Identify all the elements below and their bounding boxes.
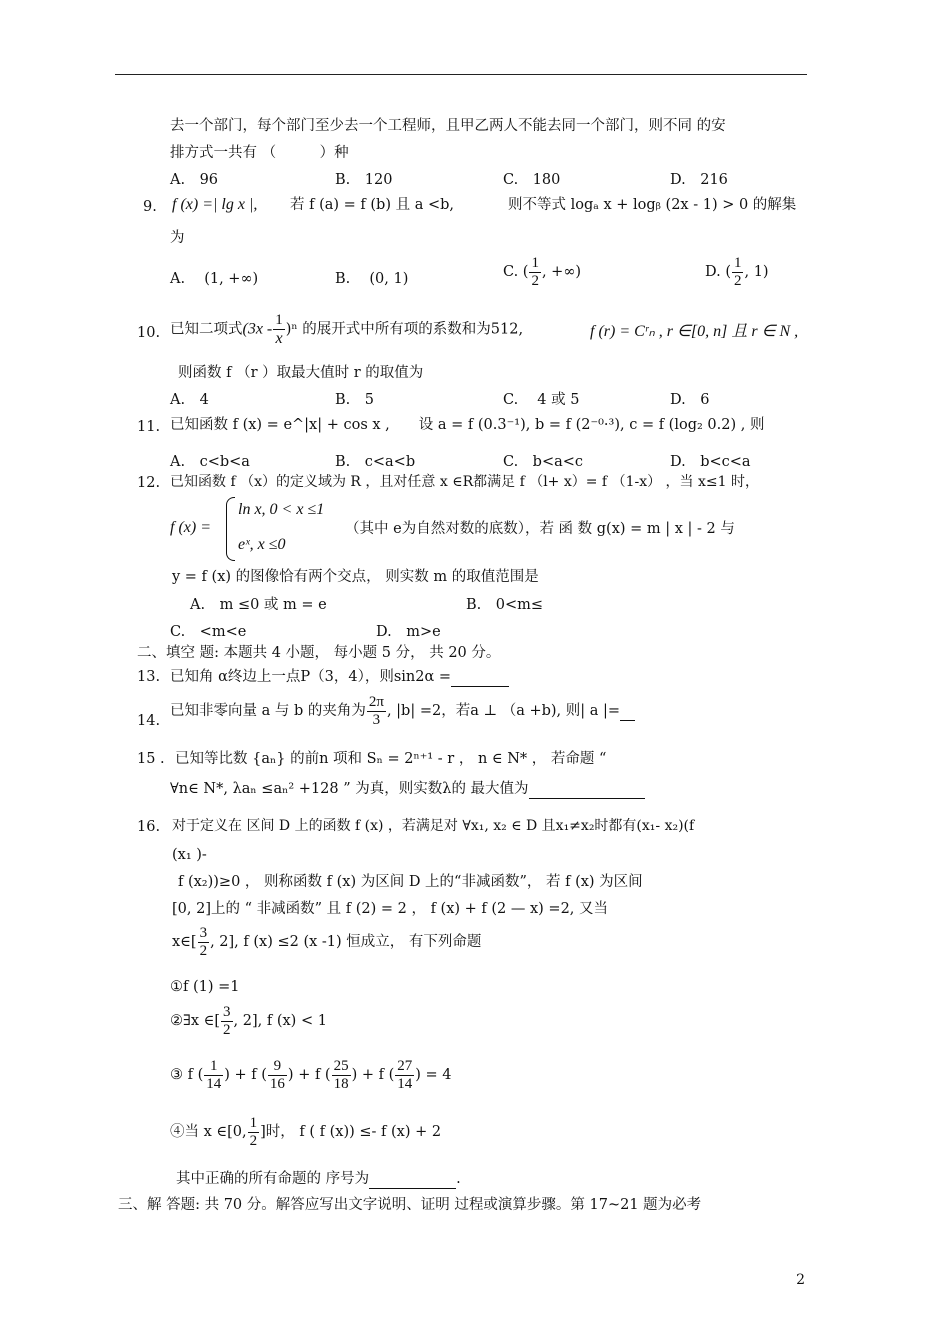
q10-frac-num: 1 — [275, 312, 283, 328]
q16-item4-pre: ④当 x ∈[0, — [170, 1124, 247, 1140]
q15-blank — [529, 780, 645, 799]
q16-item2-num: 3 — [223, 1004, 231, 1020]
q11-number: 11. — [137, 419, 161, 435]
q9-option-c-den: 2 — [531, 272, 539, 289]
q9-option-b: B. (0, 1) — [335, 271, 409, 287]
q9-cont: 为 — [170, 230, 185, 246]
q9-expr: f (x) =| lg x |, — [172, 196, 258, 213]
q14-number: 14. — [137, 713, 161, 729]
q13-number: 13. — [137, 669, 161, 685]
q11-text: 已知函数 f (x) = e^|x| + cos x , 设 a = f (0.3⁻¹), b = f (2⁻⁰·³), c = f (log₂ 0.2) , 则 — [170, 417, 765, 433]
q12-f-label: f (x) = — [170, 519, 211, 536]
q16-item1: ①f (1) =1 — [170, 979, 240, 995]
q9-option-d — [705, 255, 769, 289]
q16-item3-frac1-num: 1 — [204, 1058, 223, 1076]
q9-option-d-fraction — [732, 255, 744, 289]
q10-expr-post: )ⁿ 的展开式中所有项的系数和为512, — [285, 321, 524, 338]
q8-option-d: D. 216 — [670, 172, 728, 188]
q16-line5-den: 2 — [199, 942, 208, 959]
q8-line1: 去一个部门，每个部门至少去一个工程师，且甲乙两人不能去同一个部门，则不同 的安 — [170, 118, 726, 134]
q16-line3: f (x₂))≥0 ， 则称函数 f (x) 为区间 D 上的“非减函数”， 若 f (x) 为区间 — [178, 874, 643, 890]
q12-line3: y = f (x) 的图像恰有两个交点， 则实数 m 的取值范围是 — [172, 569, 539, 585]
q11-option-c: C. b<a<c — [503, 454, 584, 470]
q16-item3-part: ) + f ( — [351, 1067, 395, 1083]
q9-condition: 若 f (a) = f (b) 且 a <b, — [290, 197, 454, 213]
q16-item2 — [170, 1004, 327, 1038]
q12-option-c: C. <m<e — [170, 624, 247, 640]
q9-option-c-num: 1 — [531, 255, 539, 271]
q16-item2-pre: ②∃x ∈[ — [170, 1013, 221, 1029]
q14-frac-den: 3 — [372, 711, 381, 728]
q8-option-c: C. 180 — [503, 172, 561, 188]
q16-item3-part: ) + f ( — [224, 1067, 267, 1083]
q11-option-d: D. b<c<a — [670, 454, 751, 470]
q16-line5 — [172, 925, 481, 959]
q16-item3-frac4-den: 14 — [397, 1075, 413, 1092]
q16-item4-den: 2 — [249, 1132, 258, 1149]
q16-item4-num: 1 — [249, 1115, 258, 1131]
header-rule — [115, 74, 807, 75]
q13-text: 已知角 α终边上一点P（3，4），则sin2α = — [170, 669, 452, 685]
q15-number: 15 . — [137, 751, 165, 767]
q16-item3-frac3-num: 25 — [333, 1058, 349, 1074]
q10-option-a: A. 4 — [170, 392, 209, 408]
q16-item2-fraction — [221, 1004, 233, 1038]
q16-item3-part: ) + f ( — [287, 1067, 331, 1083]
q14-post: , |b| =2，若a ⊥ （a +b), 则| a |= — [386, 703, 621, 719]
q9-option-c — [503, 255, 581, 289]
q12-brace — [226, 497, 235, 561]
q14-frac-num: 2π — [368, 694, 384, 710]
q12-option-d: D. m>e — [376, 624, 441, 640]
q10-option-b: B. 5 — [335, 392, 374, 408]
q14-fraction — [367, 694, 386, 728]
q10-expr-pre: (3x - — [242, 320, 273, 338]
q12-case1: ln x, 0 < x ≤1 — [238, 501, 325, 518]
q15-line2-wrap — [170, 780, 645, 799]
q16-item3-frac4-num: 27 — [397, 1058, 413, 1074]
q16-line2: (x₁ )- — [172, 847, 207, 863]
q9-option-d-num: 1 — [733, 255, 742, 271]
q16-item3-frac1-den: 14 — [206, 1075, 222, 1092]
q10-pre: 已知二项式 — [170, 321, 243, 338]
q12-middle: （其中 e为自然对数的底数），若 函 数 g(x) = m | x | - 2 与 — [345, 521, 735, 537]
q9-option-c-post: , +∞) — [541, 264, 582, 280]
q10-line2: 则函数 f （r ）取最大值时 r 的取值为 — [178, 365, 424, 381]
q10-line1 — [170, 312, 523, 347]
q8-option-a: A. 96 — [170, 172, 219, 188]
q10-fraction — [273, 312, 285, 347]
q8-option-b: B. 120 — [335, 172, 393, 188]
q12-option-a: A. m ≤0 或 m = e — [190, 597, 327, 613]
q9-option-c-fraction — [529, 255, 541, 289]
q9-option-d-pre: D. ( — [705, 264, 731, 280]
q16-item3-part: ③ f ( — [170, 1067, 204, 1083]
section3-heading: 三、解 答题: 共 70 分。解答应写出文字说明、证明 过程或演算步骤。第 17~21 题为必考 — [118, 1197, 702, 1213]
q9-option-c-pre: C. ( — [503, 264, 529, 280]
q16-item3-frac2-num: 9 — [268, 1058, 287, 1076]
q13-line — [170, 668, 509, 687]
q10-option-c: C. 4 或 5 — [503, 392, 580, 408]
q15-line1: 已知等比数 {aₙ} 的前n 项和 Sₙ = 2ⁿ⁺¹ - r ， n ∈ N* ， 若命题 “ — [175, 751, 607, 767]
q12-line1: 已知函数 f （x）的定义域为 R ，且对任意 x ∈R都满足 f （l+ x）= f （1-x） ，当 x≤1 时， — [170, 474, 759, 490]
q16-item4 — [170, 1115, 441, 1149]
q16-line5-pre: x∈[ — [172, 934, 197, 950]
q16-item2-post: , 2], f (x) < 1 — [233, 1013, 327, 1029]
q16-item4-post: ]时， f ( f (x)) ≤- f (x) + 2 — [260, 1124, 442, 1140]
q8-line2: 排方式一共有 （ ）种 — [170, 145, 349, 161]
q12-number: 12. — [137, 475, 161, 491]
q16-number: 16. — [137, 819, 161, 835]
q16-item3-frac4 — [395, 1058, 414, 1092]
q9-inequality: 则不等式 logₐ x + logᵦ (2x - 1) > 0 的解集 — [508, 197, 797, 213]
q13-blank — [451, 668, 509, 687]
q16-item3-frac2 — [268, 1058, 287, 1092]
q11-option-a: A. c<b<a — [170, 454, 250, 470]
q11-option-b: B. c<a<b — [335, 454, 416, 470]
q16-line5-post: , 2], f (x) ≤2 (x -1) 恒成立， 有下列命题 — [210, 934, 482, 950]
q16-conclusion — [176, 1170, 461, 1189]
section2-heading: 二、填空 题: 本题共 4 小题， 每小题 5 分， 共 20 分。 — [137, 645, 501, 661]
q16-item4-fraction — [248, 1115, 260, 1149]
q10-option-d: D. 6 — [670, 392, 710, 408]
q16-conclusion-text: 其中正确的所有命题的 序号为 — [176, 1171, 370, 1187]
q16-item2-den: 2 — [223, 1021, 231, 1038]
q16-line5-fraction — [198, 925, 210, 959]
q16-item3-part: ) = 4 — [415, 1067, 452, 1083]
q16-item3-frac2-den: 16 — [269, 1075, 285, 1092]
q12-option-b: B. 0<m≤ — [466, 597, 544, 613]
q14-pre: 已知非零向量 a 与 b 的夹角为 — [170, 703, 366, 719]
q12-case2: eˣ, x ≤0 — [238, 536, 286, 553]
q14-blank — [620, 702, 635, 721]
q16-line4: [0, 2]上的 “ 非减函数” 且 f (2) = 2 ， f (x) + f (2 — x) =2, 又当 — [172, 901, 609, 917]
q10-frac-den: x — [275, 329, 283, 347]
q10-function: f (r) = Cʳₙ , r ∈[0, n] 且 r ∈ N , — [590, 323, 799, 340]
q16-item3 — [170, 1058, 452, 1092]
q16-blank — [369, 1170, 456, 1189]
q15-line2: ∀n∈ N*, λaₙ ≤aₙ² +128 ” 为真，则实数λ的 最大值为 — [170, 781, 529, 797]
q16-item3-frac3 — [332, 1058, 351, 1092]
q16-item3-frac3-den: 18 — [333, 1075, 349, 1092]
q16-item3-frac1 — [204, 1058, 223, 1092]
page-number: 2 — [796, 1272, 805, 1288]
q16-line5-num: 3 — [199, 925, 208, 941]
q16-line1: 对于定义在 区间 D 上的函数 f (x) ，若满足对 ∀x₁, x₂ ∈ D 且x₁≠x₂时都有(x₁- x₂)(f — [172, 818, 695, 834]
q9-option-d-post: , 1) — [744, 264, 769, 280]
q14-line — [170, 694, 635, 728]
q9-option-a: A. (1, +∞) — [170, 271, 259, 287]
q16-end: . — [456, 1171, 461, 1187]
q9-number: 9. — [143, 199, 157, 215]
q10-number: 10. — [137, 325, 161, 341]
q9-option-d-den: 2 — [733, 272, 742, 289]
